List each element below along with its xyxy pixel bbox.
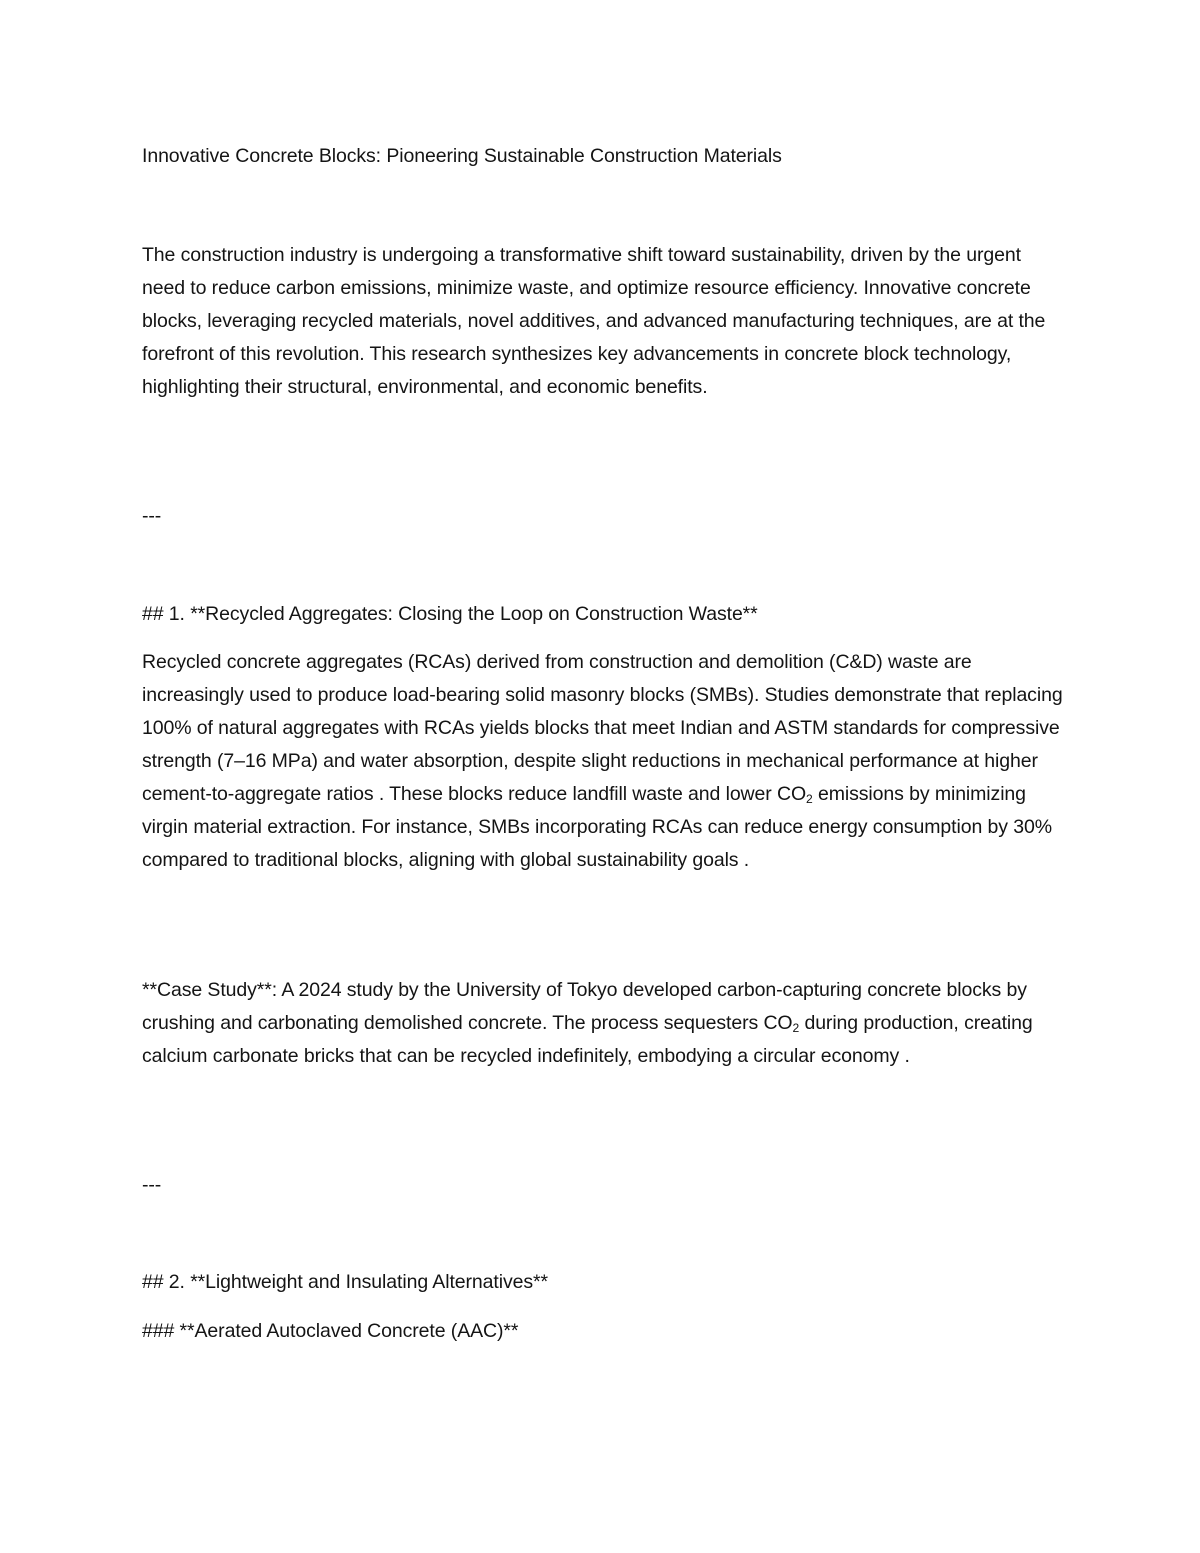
separator-2: --- — [142, 1174, 162, 1196]
section-1-text-b: emissions by minimizing virgin material extraction. For instance, SMBs incorporating RCAs can reduce energy consumption by 30% compared to traditional blocks, aligning with global sustainability goals . — [142, 783, 1052, 871]
intro-paragraph: The construction industry is undergoing a transformative shift toward sustainability, driven by the urgent need to reduce carbon emissions, minimize waste, and optimize resource efficiency. Innovative concrete blocks, leveraging recycled materials, novel additives, and advanced manufacturing techniques, are at the forefront of this revolution. This research synthesizes key advancements in concrete block technology, highlighting their structural, environmental, and economic benefits. — [142, 244, 1046, 398]
section-2-heading: ## 2. **Lightweight and Insulating Alternatives** — [142, 1271, 548, 1293]
case-study-text-b: during production, creating calcium carbonate bricks that can be recycled indefinitely, embodying a circular economy . — [142, 1012, 1033, 1067]
section-1-text-a: Recycled concrete aggregates (RCAs) derived from construction and demolition (C&D) waste are increasingly used to produce load-bearing solid masonry blocks (SMBs). Studies demonstrate that replacing 100% of natural aggregates with RCAs yields blocks that meet Indian and ASTM standards for compressive strength (7–16 MPa) and water absorption, despite slight reductions in mechanical performance at higher cement-to-aggregate ratios . These blocks reduce landfill waste and lower CO — [142, 651, 1063, 805]
document-title: Innovative Concrete Blocks: Pioneering Sustainable Construction Materials — [142, 145, 782, 167]
section-1-heading: ## 1. **Recycled Aggregates: Closing the Loop on Construction Waste** — [142, 603, 758, 625]
case-study-paragraph — [142, 974, 1067, 1073]
case-study-co2-subscript: 2 — [792, 1021, 800, 1036]
section-2-subheading: ### **Aerated Autoclaved Concrete (AAC)** — [142, 1320, 519, 1342]
separator-1: --- — [142, 505, 162, 527]
co2-subscript: 2 — [806, 792, 813, 807]
section-1-paragraph — [142, 646, 1067, 877]
case-study-text-a: **Case Study**: A 2024 study by the University of Tokyo developed carbon-capturing concrete blocks by crushing and carbonating demolished concrete. The process sequesters CO — [142, 979, 1027, 1034]
